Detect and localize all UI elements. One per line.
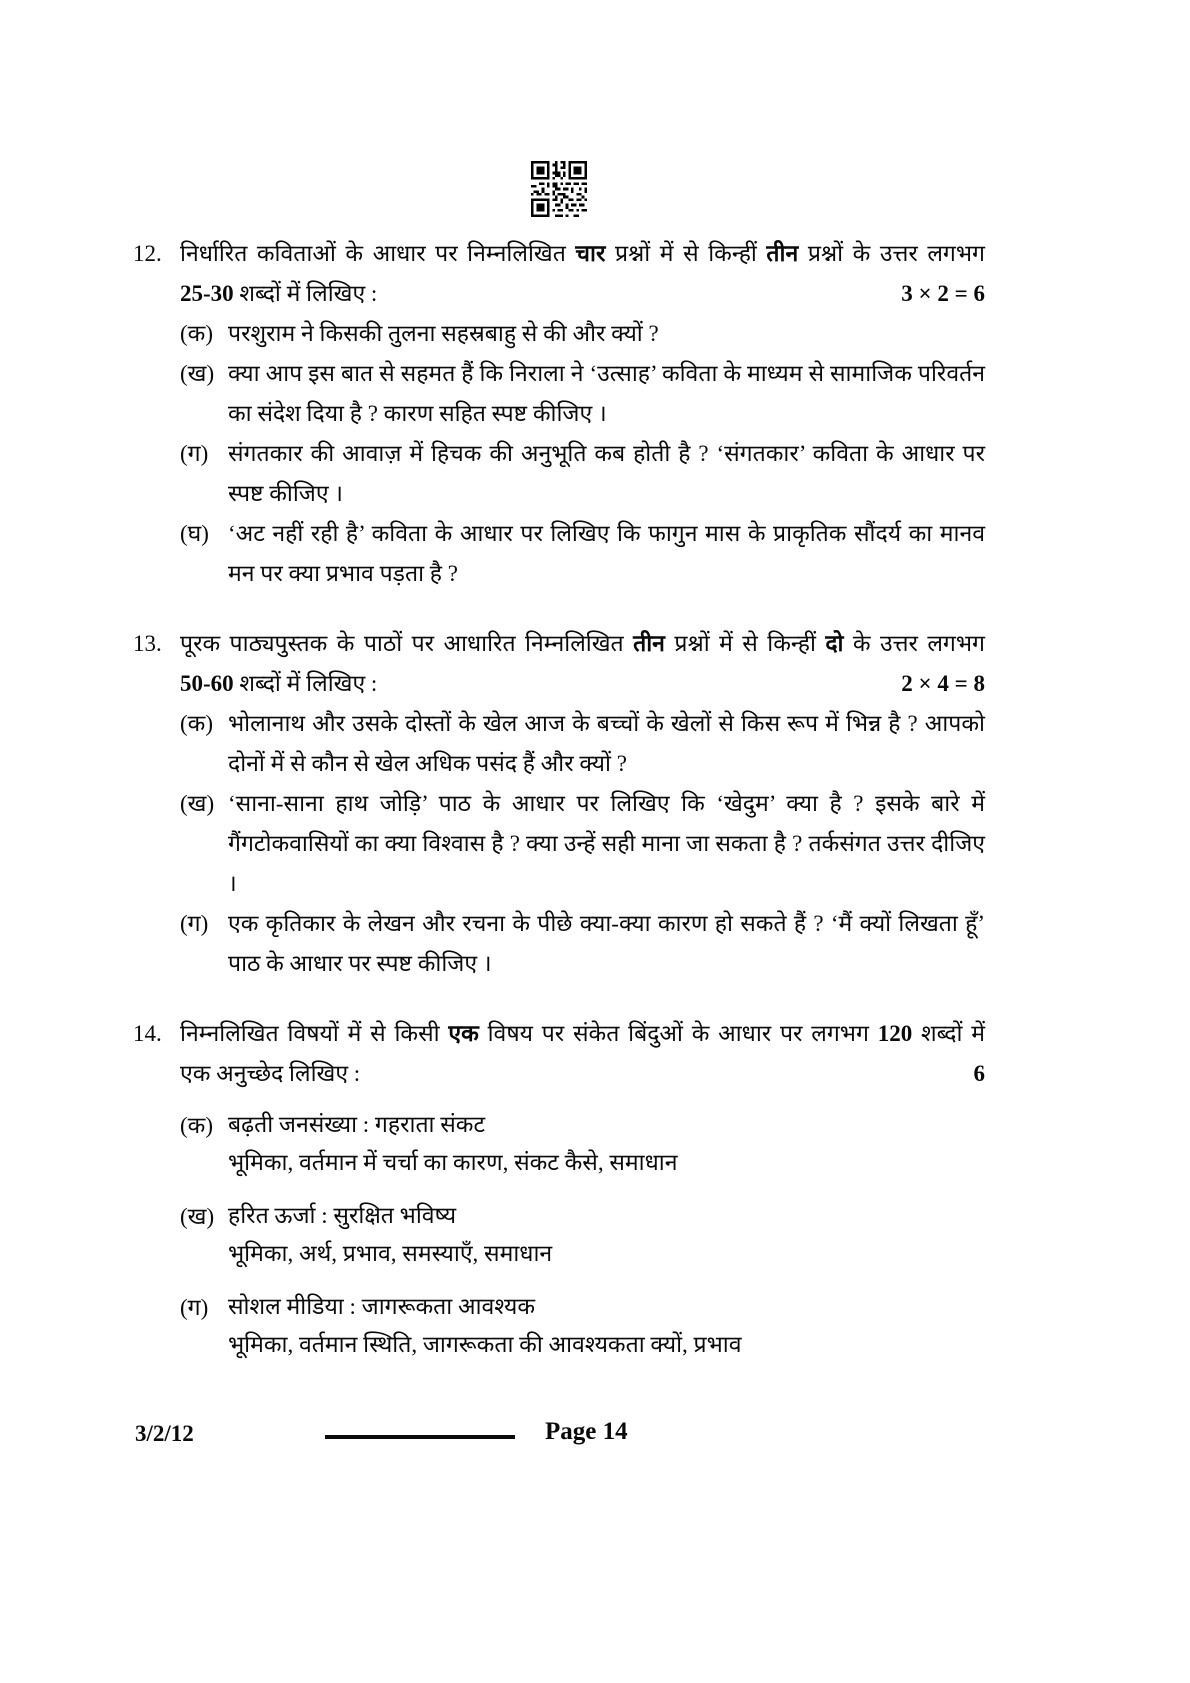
sub-question-label: (ग) <box>180 1295 209 1320</box>
sub-question <box>180 314 985 354</box>
footer-divider <box>325 1435 515 1439</box>
sub-question-label: (ख) <box>180 1204 215 1229</box>
page-content <box>133 160 985 1379</box>
question-number: 13. <box>133 631 162 656</box>
essay-topic <box>180 1288 985 1364</box>
sub-question-text: ‘साना-साना हाथ जोड़ि’ पाठ के आधार पर लिखिए कि ‘खेदुम’ क्या है ? इसके बारे में गैंगटोकवासियों का क्या विश्वास है ? क्या उन्हें सही माना जा सकता है ? तर्कसंगत उत्तर दीजिए । <box>228 791 985 896</box>
sub-question-label: (क) <box>180 711 213 736</box>
sub-question-text: एक कृतिकार के लेखन और रचना के पीछे क्या-क्या कारण हो सकते हैं ? ‘मैं क्यों लिखता हूँ’ पाठ के आधार पर स्पष्ट कीजिए । <box>228 911 985 976</box>
question-number: 14. <box>133 1021 162 1046</box>
sub-question-label: (ग) <box>180 911 209 936</box>
question-header-line1: निर्धारित कविताओं के आधार पर निम्नलिखित चार प्रश्नों में से किन्हीं तीन प्रश्नों के उत्तर लगभग <box>180 241 985 266</box>
qr-code-container <box>133 160 985 220</box>
question-13 <box>133 624 985 984</box>
question-header-line2: 25-30 शब्दों में लिखिए : <box>180 281 378 306</box>
sub-question-label: (ख) <box>180 791 215 816</box>
essay-topic <box>180 1106 985 1182</box>
topic-title: सोशल मीडिया : जागरूकता आवश्यक <box>228 1294 536 1319</box>
topic-title: बढ़ती जनसंख्या : गहराता संकट <box>228 1112 486 1137</box>
marks-value: 3 × 2 = 6 <box>901 281 985 306</box>
sub-question <box>180 704 985 784</box>
essay-topic <box>180 1197 985 1273</box>
question-12 <box>133 234 985 594</box>
sub-question-label: (ग) <box>180 441 209 466</box>
sub-question-text: ‘अट नहीं रही है’ कविता के आधार पर लिखिए कि फागुन मास के प्राकृतिक सौंदर्य का मानव मन पर क्या प्रभाव पड़ता है ? <box>228 521 985 586</box>
sub-question <box>180 354 985 434</box>
sub-question <box>180 904 985 984</box>
sub-question-text: संगतकार की आवाज़ में हिचक की अनुभूति कब होती है ? ‘संगतकार’ कविता के आधार पर स्पष्ट कीजिए । <box>228 441 985 506</box>
paper-code: 3/2/12 <box>135 1421 194 1446</box>
question-number: 12. <box>133 241 162 266</box>
sub-question-label: (ख) <box>180 361 215 386</box>
sub-question-text: परशुराम ने किसकी तुलना सहस्रबाहु से की और क्यों ? <box>228 321 659 346</box>
sub-question-text: भोलानाथ और उसके दोस्तों के खेल आज के बच्चों के खेलों से किस रूप में भिन्न है ? आपको दोनों में से कौन से खेल अधिक पसंद हैं और क्यों ? <box>228 711 985 776</box>
sub-question <box>180 434 985 514</box>
marks-value: 2 × 4 = 8 <box>901 671 985 696</box>
question-14 <box>133 1014 985 1379</box>
question-header-line2: 50-60 शब्दों में लिखिए : <box>180 671 378 696</box>
topic-hints: भूमिका, अर्थ, प्रभाव, समस्याएँ, समाधान <box>228 1241 553 1266</box>
sub-question <box>180 514 985 594</box>
question-header-line2: एक अनुच्छेद लिखिए : <box>180 1061 361 1086</box>
page-number-label: Page 14 <box>545 1418 628 1445</box>
marks-value: 6 <box>973 1061 985 1086</box>
sub-question-label: (क) <box>180 1113 213 1138</box>
qr-code-icon <box>531 160 587 218</box>
sub-question-label: (घ) <box>180 521 209 546</box>
sub-question <box>180 784 985 904</box>
topic-hints: भूमिका, वर्तमान स्थिति, जागरूकता की आवश्यकता क्यों, प्रभाव <box>228 1332 742 1357</box>
topic-title: हरित ऊर्जा : सुरक्षित भविष्य <box>228 1203 457 1228</box>
question-header-line1: पूरक पाठ्यपुस्तक के पाठों पर आधारित निम्नलिखित तीन प्रश्नों में से किन्हीं दो के उत्तर लगभग <box>180 631 985 656</box>
sub-question-label: (क) <box>180 321 213 346</box>
question-header-line1: निम्नलिखित विषयों में से किसी एक विषय पर संकेत बिंदुओं के आधार पर लगभग 120 शब्दों में <box>180 1021 985 1046</box>
sub-question-text: क्या आप इस बात से सहमत हैं कि निराला ने ‘उत्साह’ कविता के माध्यम से सामाजिक परिवर्तन का संदेश दिया है ? कारण सहित स्पष्ट कीजिए । <box>228 361 985 426</box>
topic-hints: भूमिका, वर्तमान में चर्चा का कारण, संकट कैसे, समाधान <box>228 1150 678 1175</box>
